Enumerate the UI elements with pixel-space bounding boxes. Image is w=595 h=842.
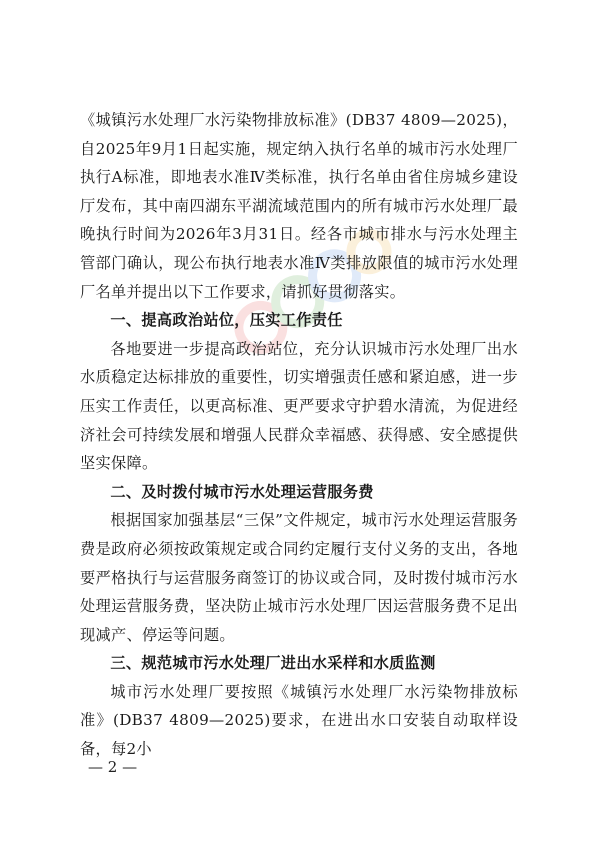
section-body-2: 根据国家加强基层“三保”文件规定，城市污水处理运营服务费是政府必须按政策规定或合同约定履行支付义务的支出，各地要严格执行与运营服务商签订的协议或合同，及时拨付城市污水处理运营服务费，坚决防止城市污水处理厂因运营服务费不足出现减产、停运等问题。 [80,511,518,644]
document-body [80,106,518,764]
section-body-1: 各地要进一步提高政治站位，充分认识城市污水处理厂出水水质稳定达标排放的重要性，切实增强责任感和紧迫感，进一步压实工作责任，以更高标准、更严要求守护碧水清流，为促进经济社会可持续发展和增强人民群众幸福感、获得感、安全感提供坚实保障。 [80,339,518,473]
section-body-3: 城市污水处理厂要按照《城镇污水处理厂水污染物排放标准》(DB37 4809—2025)要求，在进出水口安装自动取样设备，每2小 [80,682,518,759]
section-heading-3: 三、规范城市污水处理厂进出水采样和水质监测 [110,654,436,673]
section-heading-1: 一、提高政治站位，压实工作责任 [110,311,343,330]
section-heading-2: 二、及时拨付城市污水处理运营服务费 [110,482,374,501]
intro-paragraph: 《城镇污水处理厂水污染物排放标准》(DB37 4809—2025)，自2025年9月1日起实施，规定纳入执行名单的城市污水处理厂执行A标准，即地表水准Ⅳ类标准，执行名单由省住房城乡建设厅发布，其中南四湖东平湖流域范围内的所有城市污水处理厂最晚执行时间为2026年3月31日。经各市城市排水与污水处理主管部门确认，现公布执行地表水准Ⅳ类排放限值的城市污水处理厂名单并提出以下工作要求，请抓好贯彻落实。 [80,111,518,301]
page-number: — 2 — [88,758,138,776]
